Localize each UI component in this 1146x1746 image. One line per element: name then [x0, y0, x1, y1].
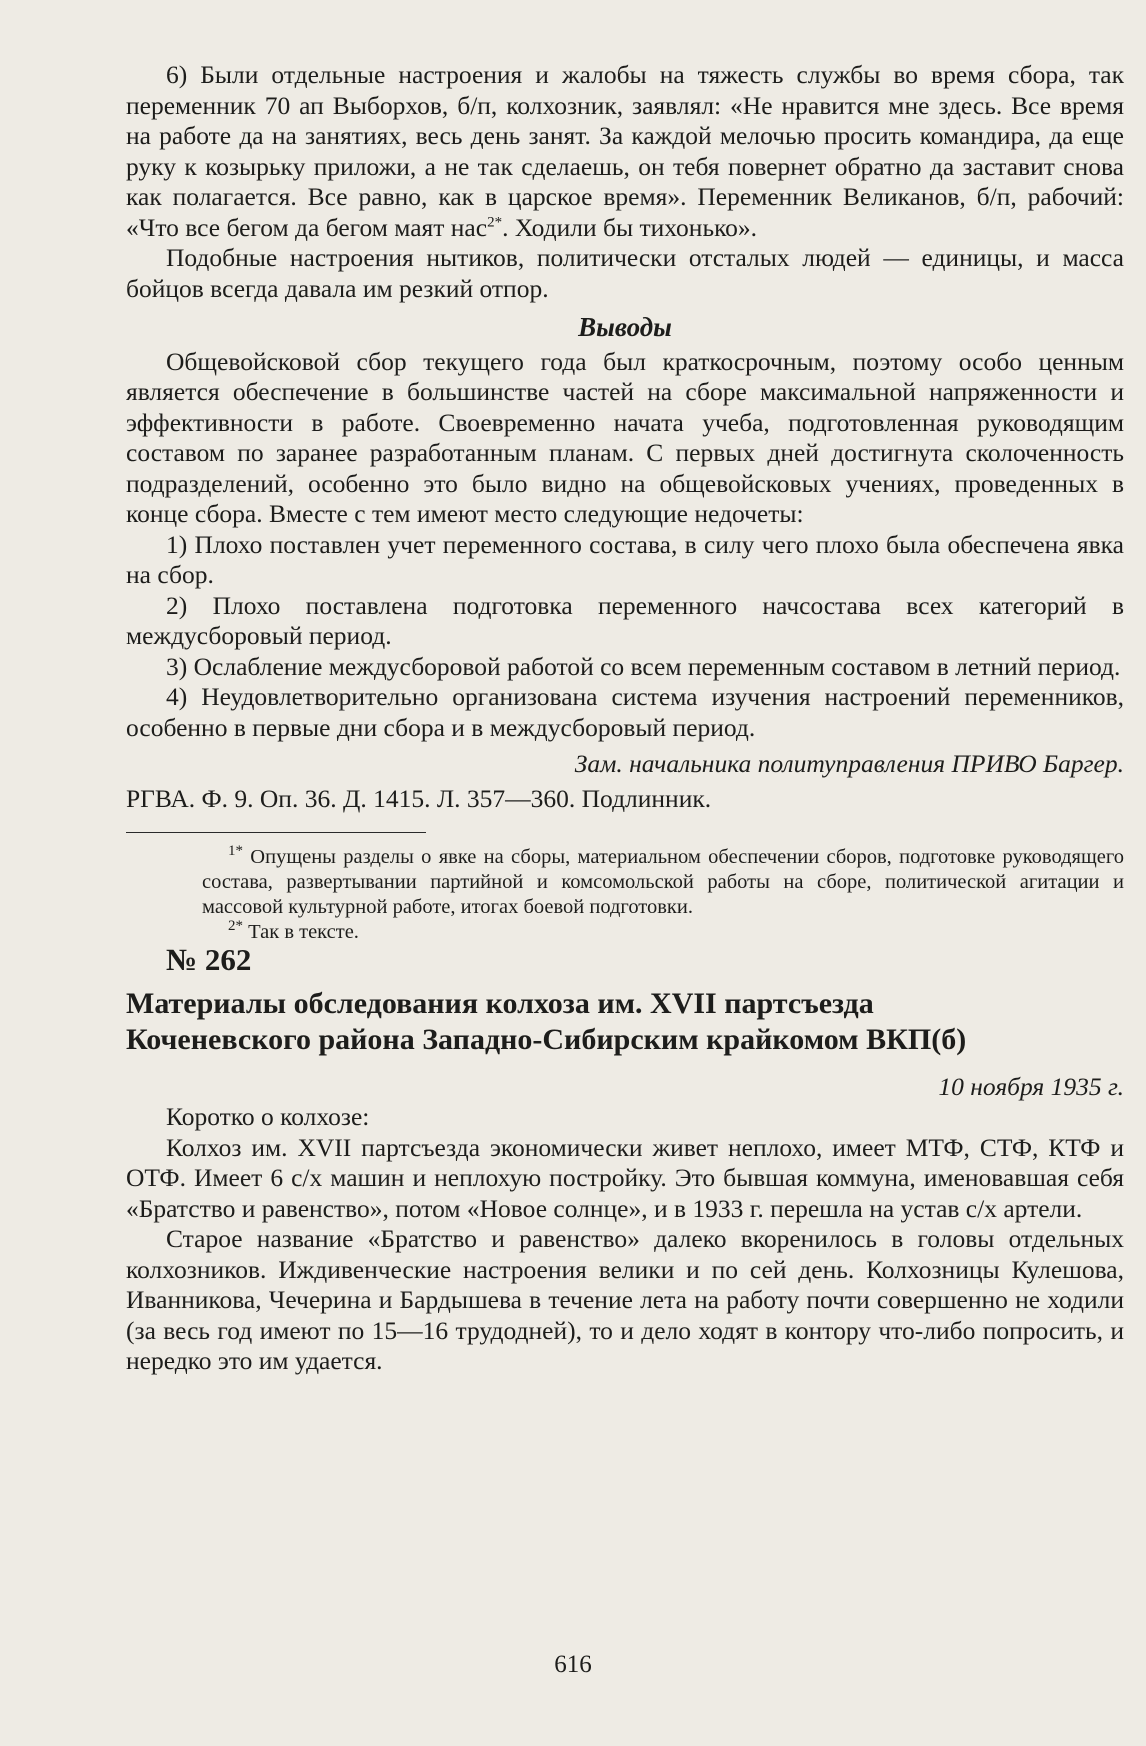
list-item: 4) Неудовлетворительно организована система изучения настроений переменников, особенно в первые дни сбора и в междусборовый период.: [126, 682, 1124, 742]
archive-source: РГВА. Ф. 9. Оп. 36. Д. 1415. Л. 357—360. Подлинник.: [126, 783, 712, 813]
paragraph-moods: Подобные настроения нытиков, политически отсталых людей — единицы, и масса бойцов всегда давала им резкий отпор.: [126, 243, 1124, 303]
footnote-2: $^{2*}$ Так в тексте.: [228, 918, 359, 943]
paragraph-kolkhoz-moods: Старое название «Братство и равенство» далеко вкоренилось в головы отдельных колхозников. Иждивенческие настроения велики и по сей день. Колхозницы Кулешова, Иванникова, Чечерина и Бардышева в течение лета на работу почти совершенно не ходили (за весь год имеют по 15—16 трудодней), то и дело ходят в контору что-либо попросить, и нередко это им удается.: [126, 1224, 1124, 1375]
list-item: 2) Плохо поставлена подготовка переменного начсостава всех категорий в междусборовый период.: [126, 590, 1124, 650]
page-body: [126, 60, 1124, 1377]
footnote-ref-2: 2*: [487, 214, 503, 230]
paragraph-intro: Коротко о колхозе:: [166, 1102, 370, 1131]
list-item: 3) Ослабление междусборовой работой со всем переменным составом в летний период.: [166, 651, 1121, 681]
document-date: 10 ноября 1935 г.: [938, 1071, 1124, 1101]
section-heading-conclusions: Выводы: [578, 312, 672, 342]
footnote-1: $^{1*}$ Опущены разделы о явке на сборы, материальном обеспечении сборов, подготовке руководящего состава, развертывании партийной и комсомольской работы на сборе, политической агитации и массовой культурной работе, итогах боевой подготовки.: [202, 843, 1124, 918]
paragraph-kolkhoz-economy: Колхоз им. XVII партсъезда экономически живет неплохо, имеет МТФ, СТФ, КТФ и ОТФ. Имеет 6 с/х машин и неплохую постройку. Это бывшая коммуна, именовавшая себя «Братство и равенство», потом «Новое солнце», и в 1933 г. перешла на устав с/х артели.: [126, 1132, 1124, 1223]
document-number: № 262: [166, 942, 252, 977]
paragraph-complaints: 6) Были отдельные настроения и жалобы на тяжесть службы во время сбора, так переменник 70 ап Выборхов, б/п, колхозник, заявлял: «Не нравится мне здесь. Все время на работе да на занятиях, весь день занят. За каждой мелочью просить командира, да еще руку к козырьку приложи, а не так сделаешь, он тебя повернет обратно да заставит снова как полагается. Все равно, как в царское время». Переменник Великанов, б/п, рабочий: «Что все бегом да бегом маят нас$^{2*}$. Ходили бы тихонько».: [126, 60, 1124, 242]
signature: Зам. начальника политуправления ПРИВО Баргер.: [574, 749, 1124, 778]
list-item: 1) Плохо поставлен учет переменного состава, в силу чего плохо была обеспечена явка на сбор.: [126, 529, 1124, 589]
page-number: 616: [554, 1651, 592, 1678]
footnotes: [126, 845, 1124, 945]
paragraph-conclusions: Общевойсковой сбор текущего года был краткосрочным, поэтому особо ценным является обеспечение в большинстве частей на сборе максимальной напряженности и эффективности в работе. Своевременно начата учеба, подготовленная руководящим составом по заранее разработанным планам. С первых дней достигнута сколоченность подразделений, особенно это было видно на общевойсковых учениях, проведенных в конце сбора. Вместе с тем имеют место следующие недочеты:: [126, 346, 1124, 528]
footnote-divider: [126, 832, 426, 833]
document-title: Материалы обследования колхоза им. XVII партсъезда Коченевского района Западно-Сибирским крайкомом ВКП(б): [126, 986, 967, 1056]
